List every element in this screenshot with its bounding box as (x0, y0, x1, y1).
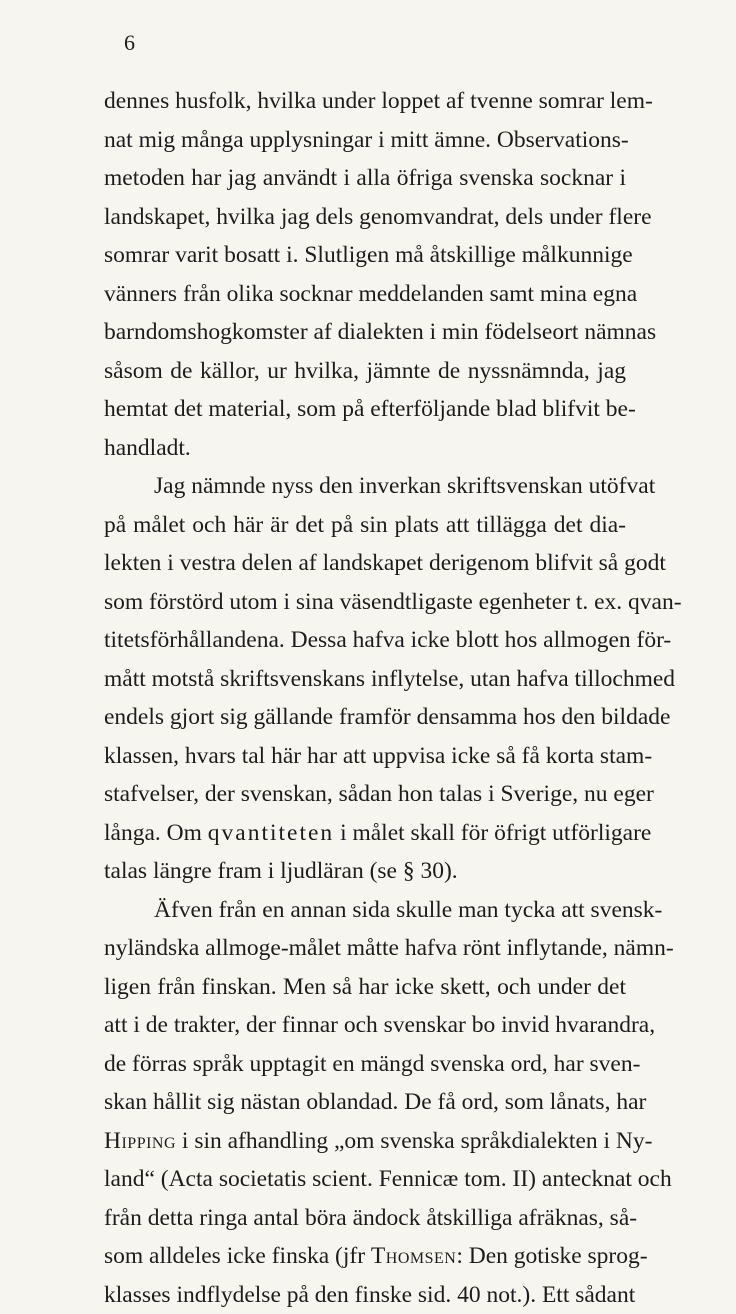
text-line: somrar varit bosatt i. Slutligen må åtskillige målkunnige (104, 236, 626, 275)
text-line: som förstörd utom i sina väsendtligaste egenheter t. ex. qvan- (104, 583, 626, 622)
page-number: 6 (124, 32, 135, 54)
text-line: ligen från finskan. Men så har icke skett, och under det (104, 968, 626, 1007)
text-line: klasses indflydelse på den finske sid. 40 not.). Ett sådant (104, 1276, 626, 1314)
text-line: landskapet, hvilka jag dels genomvandrat, dels under flere (104, 198, 626, 237)
text-line: stafvelser, der svenskan, sådan hon talas i Sverige, nu eger (104, 775, 626, 814)
text-line: nyländska allmoge-målet måtte hafva rönt inflytande, nämn- (104, 929, 626, 968)
paragraph-start-line: Äfven från en annan sida skulle man tycka att svensk- (104, 891, 626, 930)
text-line: titetsförhållandena. Dessa hafva icke blott hos allmogen för- (104, 621, 626, 660)
emphasized-word: qvantiteten (208, 820, 334, 846)
text-line-smallcaps: som alldeles icke finska (jfr Thomsen: Den gotiske sprog- (104, 1237, 626, 1276)
text-line: klassen, hvars tal här har att uppvisa icke så få korta stam- (104, 737, 626, 776)
author-name: Hipping (104, 1128, 176, 1154)
text-line: nat mig många upplysningar i mitt ämne. Observations- (104, 121, 626, 160)
text-line: metoden har jag användt i alla öfriga svenska socknar i (104, 159, 626, 198)
text-line: land“ (Acta societatis scient. Fennicæ tom. II) antecknat och (104, 1160, 626, 1199)
text-line: dennes husfolk, hvilka under loppet af tvenne somrar lem- (104, 82, 626, 121)
text-line: såsom de källor, ur hvilka, jämnte de nyssnämnda, jag (104, 352, 626, 391)
text-line: lekten i vestra delen af landskapet derigenom blifvit så godt (104, 544, 626, 583)
text-line: de förras språk upptagit en mängd svenska ord, har sven- (104, 1045, 626, 1084)
text-line: mått motstå skriftsvenskans inflytelse, utan hafva tillochmed (104, 660, 626, 699)
text-line: talas längre fram i ljudläran (se § 30). (104, 852, 626, 891)
text-line-smallcaps: Hipping i sin afhandling „om svenska språkdialekten i Ny- (104, 1122, 626, 1161)
paragraph-start-line: Jag nämnde nyss den inverkan skriftsvenskan utöfvat (104, 467, 626, 506)
author-name: Thomsen (371, 1243, 456, 1269)
text-line: barndomshogkomster af dialekten i min födelseort nämnas (104, 313, 626, 352)
text-line: hemtat det material, som på efterföljande blad blifvit be- (104, 390, 626, 429)
text-line: från detta ringa antal böra ändock åtskilliga afräknas, så- (104, 1199, 626, 1238)
text-line-emphasis: långa. Om qvantiteten i målet skall för öfrigt utförligare (104, 814, 626, 853)
text-line: handladt. (104, 429, 626, 468)
text-line: skan hållit sig nästan oblandad. De få ord, som lånats, har (104, 1083, 626, 1122)
text-line: endels gjort sig gällande framför densamma hos den bildade (104, 698, 626, 737)
text-line: vänners från olika socknar meddelanden samt mina egna (104, 275, 626, 314)
text-line: på målet och här är det på sin plats att tillägga det dia- (104, 506, 626, 545)
body-text (104, 82, 626, 1314)
text-line: att i de trakter, der finnar och svenskar bo invid hvarandra, (104, 1006, 626, 1045)
